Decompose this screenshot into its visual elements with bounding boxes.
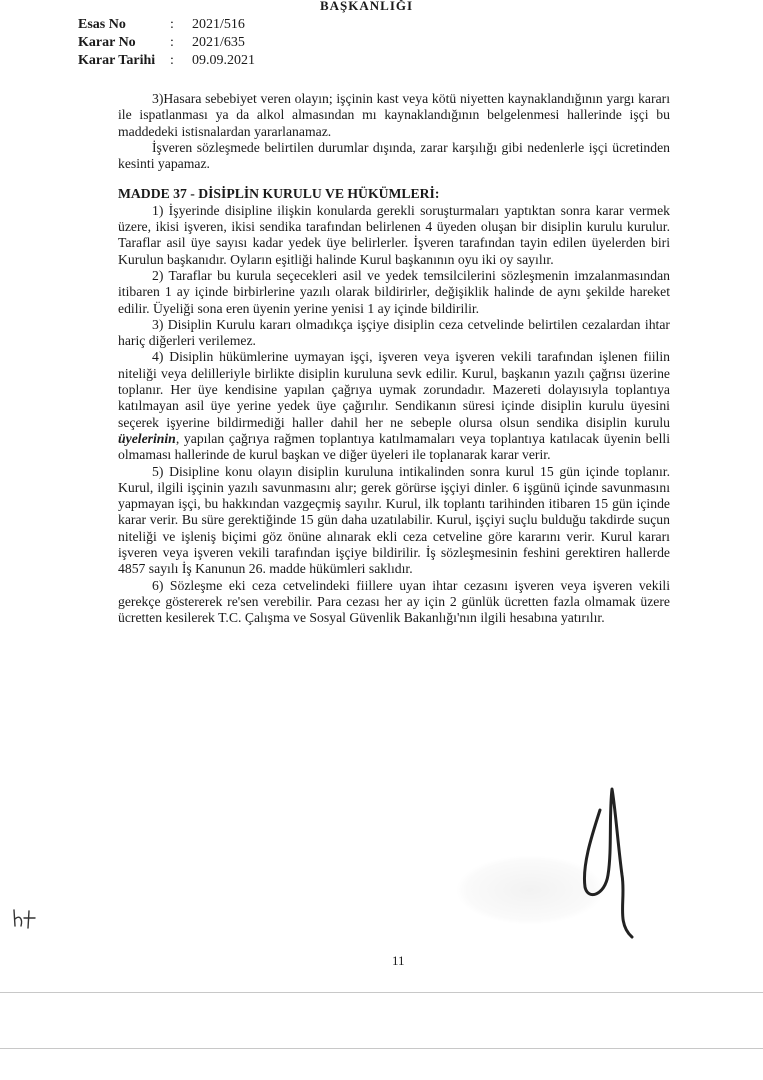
esas-row: [78, 16, 255, 34]
initials-mark: [10, 906, 36, 930]
karar-row: [78, 34, 255, 52]
tarih-colon: :: [170, 53, 174, 68]
paragraph-item-3: 3) Disiplin Kurulu kararı olmadıkça işçiye disiplin ceza cetvelinde belirtilen cezalardan ihtar hariç diğerleri verilemez.: [118, 316, 670, 349]
page-number: 11: [392, 953, 405, 968]
paragraph-item-5: 5) Disipline konu olayın disiplin kuruluna intikalinden sonra kurul 15 gün içinde toplanır. Kurul, ilgili işçinin yazılı savunmasını alır; gerek görürse işçiyi dinler. 6 işgünü içinde savunmasını yapmayan işçi, bu hakkından vazgeçmiş sayılır. Kurul, ilk toplantı tarihinden itibaren 15 gün içinde karar verir. Bu süre gerektiğinde 15 gün daha uzatılabilir. Kurul, işçiyi suçlu bulduğu takdirde suçun niteliği ve işleniş biçimi göz önüne alınarak ekli ceza cetveline göre kararını verir. Kurul kararı işveren veya işveren vekili tarafından işçiye bildirilir. İş sözleşmesinin feshini gerektiren hallerde 4857 sayılı İş Kanunun 26. madde hükümleri saklıdır.: [118, 463, 670, 577]
paragraph-item-2: 2) Taraflar bu kurula seçecekleri asil ve yedek temsilcilerini sözleşmenin imzalanmasından itibaren 1 ay içinde birbirlerine yazılı olarak bildirirler, değişiklik halinde de aynı şekilde hareket edilir. Üyeliği sona eren üyenin yerine yenisi 1 ay içinde bildirilir.: [118, 267, 670, 316]
paragraph-item-4: [118, 349, 670, 463]
item-4-text-b: , yapılan çağrıya rağmen toplantıya katılmamaları veya toplantıya katılacak üyenin belli olmaması hallerinde de kurul başkan ve diğer üyeleri ile toplanarak karar verir.: [118, 430, 670, 463]
karar-label: Karar No: [78, 35, 136, 50]
item-4-emphasis: üyelerinin: [118, 430, 176, 446]
karar-colon: :: [170, 35, 174, 50]
document-body: [118, 91, 670, 627]
esas-colon: :: [170, 17, 174, 32]
case-meta: [78, 16, 255, 70]
esas-value: 2021/516: [192, 17, 245, 32]
header-title-cut: BAŞKANLIĞI: [320, 0, 414, 13]
item-4-text-a: 4) Disiplin hükümlerine uymayan işçi, işveren veya işveren vekili tarafından işlenen fiilin niteliği veya delilleriyle birlikte disiplin kuruluna sevk edilir. Kurul, başkanın yazılı çağrısı üzerine toplanır. Her üye kendisine yapılan çağrıya uymak zorundadır. Mazereti dolayısıyla toplantıya katılmayan asil üye yerine yedek üye çağırılır. Sendikanın süresi içinde disiplin kurulu üyesini seçerek işyerine bildirmediği haller dahil her ne sebeple olursa olsun sendika disiplin kurulu: [118, 349, 670, 430]
paragraph-hasara: 3)Hasara sebebiyet veren olayın; işçinin kast veya kötü niyetten kaynaklandığının yargı kararı ile ispatlanması ya da alkol almasından mı kaynaklandığının belgelenmesi hallerinde işçi bu maddedeki istisnalardan yararlanamaz.: [118, 91, 670, 139]
article-heading: MADDE 37 - DİSİPLİN KURULU VE HÜKÜMLERİ:: [118, 186, 440, 202]
signature-mark: [560, 775, 650, 945]
scan-rule-top: [0, 992, 763, 993]
scan-rule-bottom: [0, 1048, 763, 1049]
tarih-row: [78, 52, 255, 70]
paragraph-item-6: 6) Sözleşme eki ceza cetvelindeki fiillere uyan ihtar cezasını işveren veya işveren vekili gerekçe göstererek re'sen verebilir. Para cezası her ay için 2 günlük ücretten fazla olmamak üzere ücretten kesilerek T.C. Çalışma ve Sosyal Güvenlik Bakanlığı'nın ilgili hesabına yatırılır.: [118, 577, 670, 626]
paragraph-kesinti: İşveren sözleşmede belirtilen durumlar dışında, zarar karşılığı gibi nedenlerle işçi ücretinden kesinti yapamaz.: [118, 139, 670, 172]
karar-value: 2021/635: [192, 35, 245, 50]
esas-label: Esas No: [78, 17, 126, 32]
tarih-label: Karar Tarihi: [78, 53, 156, 68]
paragraph-item-1: 1) İşyerinde disipline ilişkin konularda gerekli soruşturmaları yaptıktan sonra karar vermek üzere, ikisi işveren, ikisi sendika tarafından belirlenen 4 üyeden oluşan bir disiplin kurulu kurulur. Taraflar asil üye sayısı kadar yedek üye belirlerler. İşveren tarafından tayin edilen üyelerden biri Kurulun başkanıdır. Oyların eşitliği halinde Kurul başkanının oyu iki oy sayılır.: [118, 202, 670, 267]
tarih-value: 09.09.2021: [192, 53, 255, 68]
